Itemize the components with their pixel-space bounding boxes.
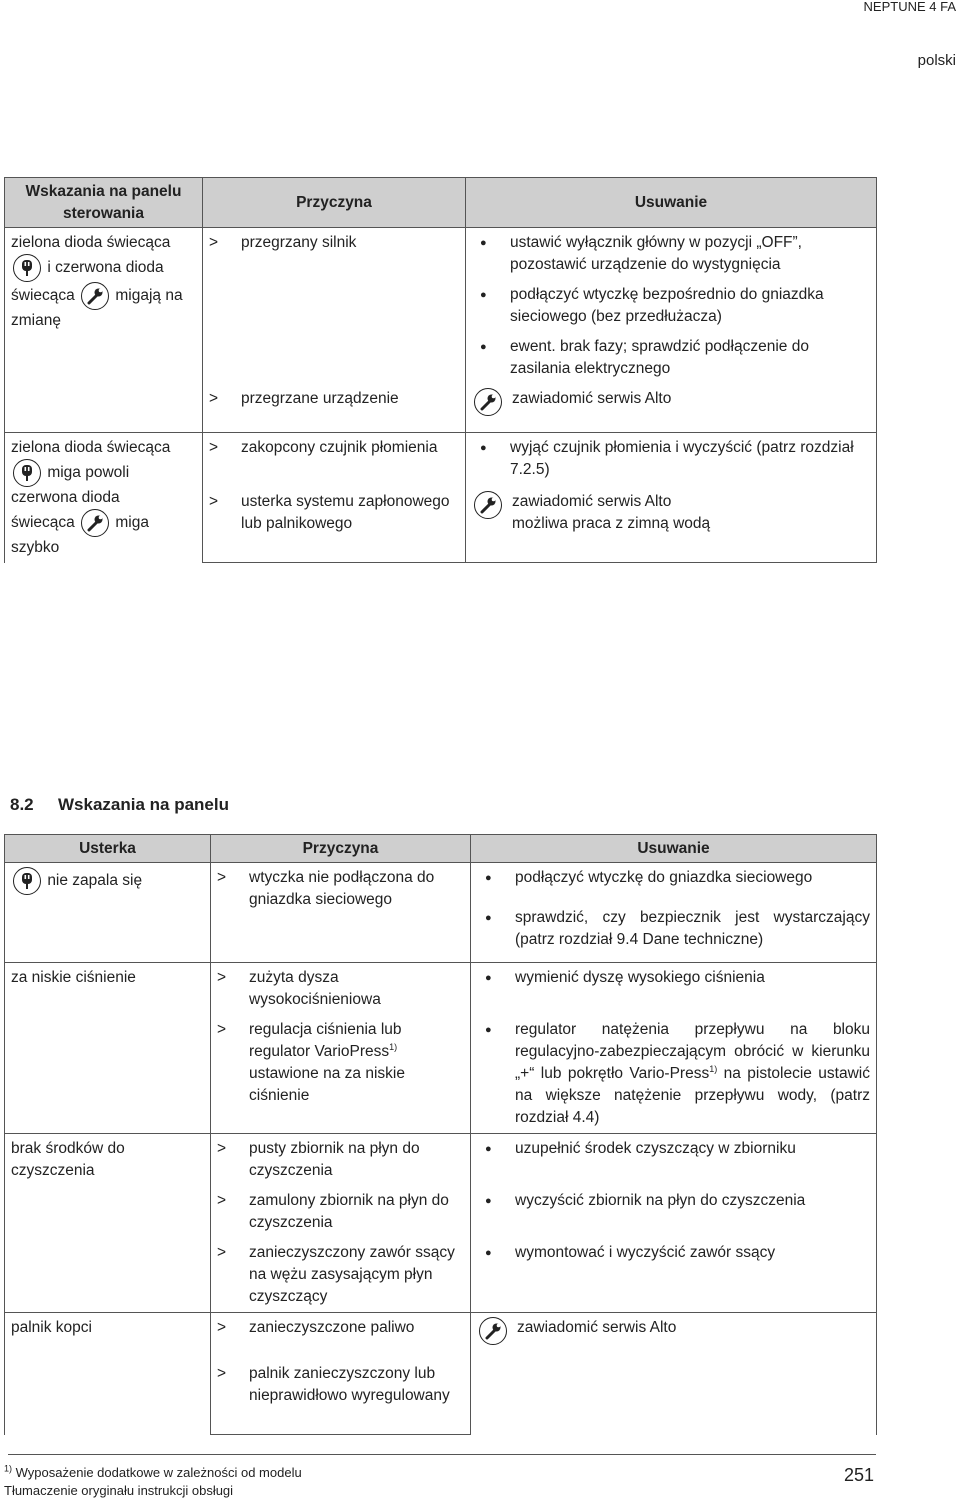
footnote-divider xyxy=(8,1454,876,1455)
header-language: polski xyxy=(917,52,956,69)
indication-cell: zielona dioda świecąca miga powoli czerwona dioda świecąca miga szybko xyxy=(5,432,203,563)
cause-cell: > zakopcony czujnik płomienia xyxy=(203,432,466,487)
remedy-cell: zawiadomić serwis Alto możliwa praca z zimną wodą xyxy=(466,487,877,562)
cause-cell: > pusty zbiornik na płyn do czyszczenia xyxy=(211,1134,471,1187)
plug-icon xyxy=(13,254,41,282)
cause-cell: > przegrzany silnik xyxy=(203,228,466,385)
header-model: NEPTUNE 4 FA xyxy=(863,0,956,14)
remedy-cell: ● wyjąć czujnik płomienia i wyczyścić (patrz rozdział 7.2.5) xyxy=(466,432,877,487)
remedy-cell: ● ustawić wyłącznik główny w pozycji „OFF”, pozostawić urządzenie do wystygnięcia ● podłączyć wtyczkę bezpośrednio do gniazdka sieciowego (bez przedłużacza) ● ewent. brak fazy; sprawdzić podłączenie do zasilania elektrycznego xyxy=(466,228,877,385)
wrench-icon xyxy=(81,282,109,310)
cause-cell: > przegrzane urządzenie xyxy=(203,384,466,432)
fault-cell: za niskie ciśnienie xyxy=(5,963,211,1134)
remedy-cell: ● uzupełnić środek czyszczący w zbiorniku xyxy=(471,1134,877,1187)
col-header-remedy: Usuwanie xyxy=(466,178,877,228)
remedy-cell: ● wymienić dyszę wysokiego ciśnienia xyxy=(471,963,877,1016)
cause-cell: > regulacja ciśnienia lub regulator VarioPress$^{1)}$ ustawione na za niskie ciśnienie xyxy=(211,1015,471,1134)
wrench-icon xyxy=(81,509,109,537)
remedy-cell: zawiadomić serwis Alto xyxy=(471,1313,877,1435)
col-header-fault: Usterka xyxy=(5,835,211,863)
cause-cell: > zamulony zbiornik na płyn do czyszczenia xyxy=(211,1186,471,1238)
col-header-cause: Przyczyna xyxy=(211,835,471,863)
cause-cell: > wtyczka nie podłączona do gniazdka sieciowego xyxy=(211,863,471,963)
wrench-icon xyxy=(474,491,502,519)
remedy-cell: ● podłączyć wtyczkę do gniazdka sieciowego ● sprawdzić, czy bezpiecznik jest wystarczający (patrz rozdział 9.4 Dane techniczne) xyxy=(471,863,877,963)
plug-icon xyxy=(13,459,41,487)
wrench-icon xyxy=(479,1317,507,1345)
cause-cell: > usterka systemu zapłonowego lub palnikowego xyxy=(203,487,466,562)
remedy-cell: ● wyczyścić zbiornik na płyn do czyszczenia xyxy=(471,1186,877,1238)
fault-cell: nie zapala się xyxy=(5,863,211,963)
fault-cell: palnik kopci xyxy=(5,1313,211,1435)
indication-cell: zielona dioda świecąca i czerwona dioda świecąca migają na zmianę xyxy=(5,228,203,433)
wrench-icon xyxy=(474,388,502,416)
footnote: $^{1)}$ Wyposażenie dodatkowe w zależności od modelu xyxy=(4,1463,302,1480)
cause-cell: > zanieczyszczone paliwo xyxy=(211,1313,471,1359)
page-number: 251 xyxy=(843,1465,874,1485)
cause-cell: > zużyta dysza wysokociśnieniowa xyxy=(211,963,471,1016)
col-header-cause: Przyczyna xyxy=(203,178,466,228)
col-header-remedy: Usuwanie xyxy=(471,835,877,863)
cause-cell: > palnik zanieczyszczony lub nieprawidłowo wyregulowany xyxy=(211,1359,471,1435)
indicator-table xyxy=(4,177,877,563)
cause-cell: > zanieczyszczony zawór ssący na wężu zasysającym płyn czyszczący xyxy=(211,1238,471,1313)
fault-table xyxy=(4,834,877,1435)
remedy-cell: zawiadomić serwis Alto xyxy=(466,384,877,432)
fault-cell: brak środków do czyszczenia xyxy=(5,1134,211,1313)
remedy-cell: ● regulator natężenia przepływu na bloku regulacyjno-zabezpieczającym obrócić w kierunku „+“ lub pokrętło Vario-Press$^{1)}$ na pistolecie ustawić na większe natężenie przepływu wody, (patrz rozdział 4.4) xyxy=(471,1015,877,1134)
plug-icon xyxy=(13,867,41,895)
section-heading: 8.2 Wskazania na panelu xyxy=(10,795,229,814)
remedy-cell: ● wymontować i wyczyścić zawór ssący xyxy=(471,1238,877,1313)
translation-note: Tłumaczenie oryginału instrukcji obsługi xyxy=(4,1483,234,1498)
col-header-indications: Wskazania na panelu sterowania xyxy=(5,178,203,228)
